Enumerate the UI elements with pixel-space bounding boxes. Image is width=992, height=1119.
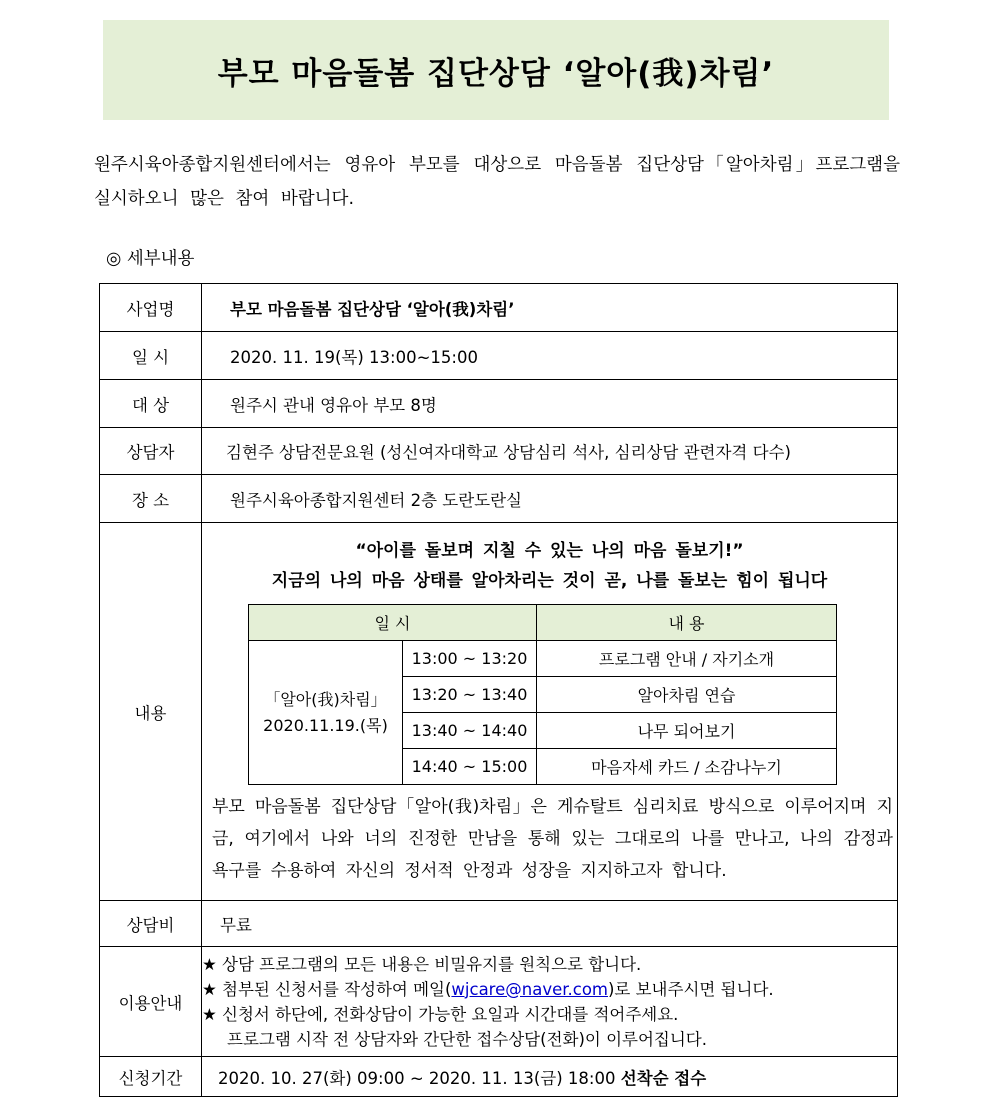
- schedule-date-title: 「알아(我)차림」: [264, 689, 387, 709]
- label-content: 내용: [100, 523, 202, 901]
- schedule-date: 2020.11.19.(목): [263, 715, 388, 735]
- intro-paragraph: 원주시육아종합지원센터에서는 영유아 부모를 대상으로 마음돌봄 집단상담「알아차림」프로그램을 실시하오니 많은 참여 바랍니다.: [94, 155, 900, 209]
- row-guide: [100, 947, 898, 1057]
- schedule-table: [248, 604, 837, 785]
- schedule-time: 13:00 ~ 13:20: [403, 641, 537, 677]
- label-target: 대 상: [100, 380, 202, 428]
- program-description: 부모 마음돌봄 집단상담「알아(我)차림」은 게슈탈트 심리치료 방식으로 이루어지며 지금, 여기에서 나와 너의 진정한 만남을 통해 있는 그대로의 나를 만나고, 나의 감정과 욕구를 수용하여 자신의 정서적 안정과 성장을 지지하고자 합니다.: [212, 797, 893, 881]
- guide-note-text: )로 보내주시면 됩니다.: [608, 979, 774, 999]
- label-guide: 이용안내: [100, 947, 202, 1057]
- details-table: [99, 283, 898, 1097]
- guide-note: [202, 977, 897, 1002]
- schedule-time: 14:40 ~ 15:00: [403, 749, 537, 785]
- email-link[interactable]: wjcare@naver.com: [451, 979, 608, 999]
- slogan-line-1: “아이를 돌보며 지칠 수 있는 나의 마음 돌보기!”: [355, 541, 744, 561]
- guide-note: 프로그램 시작 전 상담자와 간단한 접수상담(전화)이 이루어집니다.: [227, 1029, 707, 1049]
- period-dates: 2020. 10. 27(화) 09:00 ~ 2020. 11. 13(금) 18:00: [218, 1068, 616, 1088]
- label-datetime: 일 시: [100, 332, 202, 380]
- schedule-time: 13:20 ~ 13:40: [403, 677, 537, 713]
- guide-note: ★ 신청서 하단에, 전화상담이 가능한 요일과 시간대를 적어주세요.: [202, 1004, 679, 1024]
- label-fee: 상담비: [100, 901, 202, 947]
- value-place: 원주시육아종합지원센터 2층 도란도란실: [202, 475, 898, 523]
- guide-notes: [202, 947, 898, 1057]
- label-period: 신청기간: [100, 1057, 202, 1097]
- schedule-row: [249, 641, 837, 677]
- page-title: 부모 마음돌봄 집단상담 ‘알아(我)차림’: [217, 55, 775, 92]
- schedule-header-row: [249, 605, 837, 641]
- row-program: [100, 284, 898, 332]
- guide-note: ★ 상담 프로그램의 모든 내용은 비밀유지를 원칙으로 합니다.: [202, 954, 642, 974]
- schedule-header-content: 내 용: [537, 605, 837, 641]
- value-fee: 무료: [202, 901, 898, 947]
- value-counselor: 김현주 상담전문요원 (성신여자대학교 상담심리 석사, 심리상담 관련자격 다수): [202, 428, 898, 475]
- row-fee: [100, 901, 898, 947]
- guide-note-text: ★ 첨부된 신청서를 작성하여 메일(: [202, 979, 452, 999]
- row-place: [100, 475, 898, 523]
- title-banner: [103, 20, 889, 120]
- label-counselor: 상담자: [100, 428, 202, 475]
- value-period: [202, 1057, 898, 1097]
- value-datetime: 2020. 11. 19(목) 13:00~15:00: [202, 332, 898, 380]
- schedule-activity: 알아차림 연습: [537, 677, 837, 713]
- schedule-activity: 프로그램 안내 / 자기소개: [537, 641, 837, 677]
- period-note: 선착순 접수: [620, 1068, 707, 1088]
- schedule-date-cell: [249, 641, 403, 785]
- row-target: [100, 380, 898, 428]
- label-place: 장 소: [100, 475, 202, 523]
- value-program: 부모 마음돌봄 집단상담 ‘알아(我)차림’: [202, 284, 898, 332]
- label-program: 사업명: [100, 284, 202, 332]
- section-heading: ◎ 세부내용: [106, 249, 195, 269]
- schedule-activity: 나무 되어보기: [537, 713, 837, 749]
- schedule-header-date: 일 시: [249, 605, 537, 641]
- content-cell: [202, 523, 898, 901]
- row-datetime: [100, 332, 898, 380]
- schedule-time: 13:40 ~ 14:40: [403, 713, 537, 749]
- row-period: [100, 1057, 898, 1097]
- value-target: 원주시 관내 영유아 부모 8명: [202, 380, 898, 428]
- row-counselor: [100, 428, 898, 475]
- slogan-line-2: 지금의 나의 마음 상태를 알아차리는 것이 곧, 나를 돌보는 힘이 됩니다: [271, 571, 828, 591]
- schedule-activity: 마음자세 카드 / 소감나누기: [537, 749, 837, 785]
- row-content: [100, 523, 898, 901]
